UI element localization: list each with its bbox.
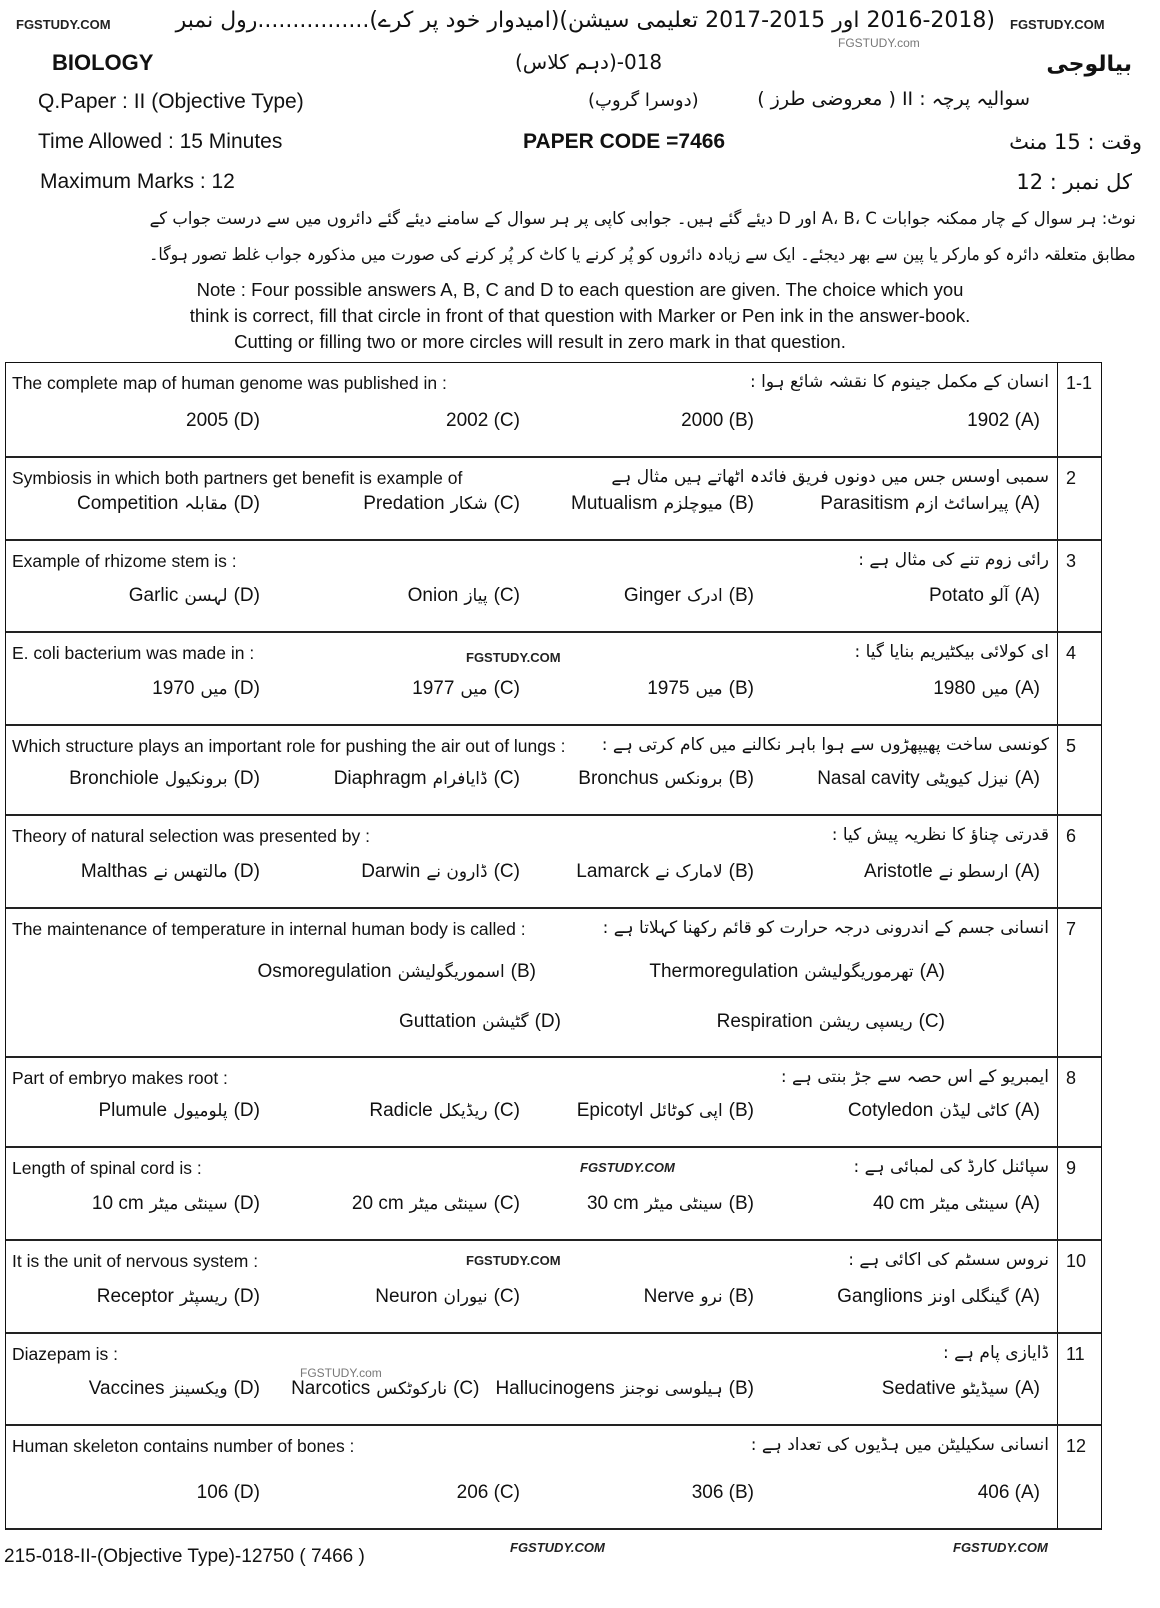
option-text-english: Ginger <box>623 585 681 606</box>
question-text-urdu: انسانی جسم کے اندرونی درجہ حرارت کو قائم رکھنا کہلاتا ہے : <box>602 918 1049 938</box>
group-label: (دوسرا گروپ) <box>588 90 699 111</box>
question-text-english: Length of spinal cord is : <box>12 1158 202 1178</box>
option-b <box>624 585 754 607</box>
english-note-line-3: Cutting or filling two or more circles will result in zero mark in that question. <box>234 331 846 352</box>
option-text-english: 206 <box>456 1482 489 1503</box>
option-letter: (B) <box>728 861 754 882</box>
question-number: 12 <box>1057 1426 1101 1528</box>
option-letter: (A) <box>1014 768 1040 789</box>
option-text-urdu: ڈارون نے <box>426 862 488 882</box>
option-text-urdu: گٹیشن <box>482 1012 529 1032</box>
option-b <box>578 768 754 790</box>
option-text-urdu: گینگلی اونز <box>928 1287 1009 1307</box>
option-text-english: Competition <box>77 493 179 514</box>
question-row <box>6 458 1101 541</box>
option-b <box>257 961 536 983</box>
option-d <box>152 678 260 700</box>
question-text-english: Which structure plays an important role for pushing the air out of lungs : <box>12 736 566 756</box>
option-text-english: 1980 <box>933 678 976 699</box>
question-number: 2 <box>1057 458 1101 539</box>
question-number: 6 <box>1057 816 1101 907</box>
option-b <box>681 410 754 432</box>
option-b <box>644 1286 754 1308</box>
option-letter: (D) <box>233 493 260 514</box>
question-text-urdu: سپائنل کارڈ کی لمبائی ہے : <box>853 1157 1049 1177</box>
question-text-urdu: رائی زوم تنے کی مثال ہے : <box>858 550 1049 570</box>
class-code: 018-(دہم کلاس) <box>515 50 663 74</box>
option-text-urdu: مالتھس نے <box>153 862 228 882</box>
option-b <box>577 1100 754 1122</box>
option-a <box>817 768 1040 790</box>
time-allowed-urdu: وقت : 15 منٹ <box>1009 130 1142 154</box>
question-row <box>6 363 1101 458</box>
option-text-english: Hallucinogens <box>495 1378 615 1399</box>
question-number: 9 <box>1057 1148 1101 1239</box>
session-roll-number-line: (2016-2018 اور 2015-2017 تعلیمی سیشن)(امیدوار خود پر کرے)................رول نمبر <box>175 8 995 33</box>
option-c <box>375 1286 520 1308</box>
option-text-english: 306 <box>691 1482 724 1503</box>
question-text-urdu: ای کولائی بیکٹیریم بنایا گیا : <box>854 642 1049 662</box>
option-text-english: 1977 <box>412 678 455 699</box>
option-letter: (C) <box>493 1100 520 1121</box>
option-c <box>352 1193 520 1215</box>
option-text-english: Epicotyl <box>576 1100 644 1121</box>
option-text-english: Predation <box>363 493 445 514</box>
site-watermark: FGSTUDY.COM <box>580 1160 675 1175</box>
question-row <box>6 1334 1101 1426</box>
option-letter: (B) <box>728 1100 754 1121</box>
option-text-urdu: ریڈیکل <box>438 1101 488 1121</box>
option-d <box>92 1193 260 1215</box>
option-text-urdu: نیوران <box>443 1287 488 1307</box>
option-c <box>412 678 520 700</box>
option-text-english: 1970 <box>152 678 195 699</box>
footer-paper-code: 215-018-II-(Objective Type)-12750 ( 7466 ) <box>4 1546 365 1567</box>
footer-watermark-mid: FGSTUDY.COM <box>510 1540 605 1555</box>
option-letter: (D) <box>233 1286 260 1307</box>
subject-urdu: بیالوجی <box>1046 52 1132 77</box>
option-c <box>446 410 520 432</box>
site-watermark-mid: FGSTUDY.com <box>838 36 920 50</box>
option-letter: (A) <box>1014 1378 1040 1399</box>
option-text-english: Ganglions <box>837 1286 923 1307</box>
question-row <box>6 1426 1101 1530</box>
option-b <box>692 1482 754 1504</box>
option-letter: (A) <box>1014 1100 1040 1121</box>
option-text-english: Diaphragm <box>333 768 427 789</box>
question-text-english: It is the unit of nervous system : <box>12 1251 259 1271</box>
option-text-urdu: برونکس <box>664 769 723 789</box>
option-a <box>978 1482 1040 1504</box>
option-text-urdu: سیڈیٹو <box>961 1379 1009 1399</box>
option-letter: (C) <box>493 585 520 606</box>
question-row <box>6 541 1101 633</box>
question-text-urdu: سمبی اوسس جس میں دونوں فریق فائدہ اٹھاتے ہیں مثال ہے <box>611 467 1049 487</box>
option-c <box>457 1482 520 1504</box>
english-note-line-2: think is correct, fill that circle in front of that question with Marker or Pen ink in the answer-book. <box>189 305 971 326</box>
option-letter: (A) <box>1014 678 1040 699</box>
question-text-urdu: انسان کے مکمل جینوم کا نقشہ شائع ہوا : <box>750 372 1049 392</box>
option-text-english: Vaccines <box>88 1378 165 1399</box>
option-text-urdu: سینٹی میٹر <box>930 1194 1009 1214</box>
question-text-english: The complete map of human genome was published in : <box>12 373 447 393</box>
question-paper-type-urdu: سوالیہ پرچہ : II ( معروضی طرز ) <box>757 88 1030 110</box>
question-number: 4 <box>1057 633 1101 724</box>
option-letter: (B) <box>728 678 754 699</box>
option-letter: (C) <box>918 1011 945 1032</box>
option-letter: (C) <box>493 410 520 431</box>
question-text-english: Symbiosis in which both partners get benefit is example of <box>12 468 463 488</box>
option-d <box>69 768 260 790</box>
option-d <box>97 1286 260 1308</box>
question-number: 3 <box>1057 541 1101 631</box>
question-text-english: Example of rhizome stem is : <box>12 551 237 571</box>
question-text-english: Diazepam is : <box>12 1344 119 1364</box>
option-text-urdu: کاٹی لیڈن <box>939 1101 1009 1121</box>
option-text-urdu: پیراسائٹ ازم <box>914 494 1009 514</box>
option-letter: (C) <box>493 1482 520 1503</box>
option-letter: (D) <box>233 1100 260 1121</box>
option-d <box>186 410 260 432</box>
option-letter: (C) <box>493 493 520 514</box>
option-text-english: Guttation <box>399 1011 477 1032</box>
option-a <box>873 1193 1040 1215</box>
option-text-urdu: ریسپٹر <box>179 1287 228 1307</box>
question-text-urdu: قدرتی چناؤ کا نظریہ پیش کیا : <box>831 825 1049 845</box>
option-text-urdu: ادرک <box>686 586 723 606</box>
option-text-english: Lamarck <box>576 861 650 882</box>
option-c <box>363 493 520 515</box>
option-text-english: Sedative <box>881 1378 956 1399</box>
option-text-urdu: ہیلوسی نوجنز <box>620 1379 723 1399</box>
option-a <box>929 585 1040 607</box>
option-text-english: Narcotics <box>291 1378 371 1399</box>
option-letter: (C) <box>453 1378 480 1399</box>
option-letter: (C) <box>493 768 520 789</box>
subject-english: BIOLOGY <box>52 50 154 75</box>
option-letter: (A) <box>1014 1482 1040 1503</box>
option-text-english: 1975 <box>647 678 690 699</box>
option-text-english: 40 cm <box>872 1193 925 1214</box>
question-paper-type: Q.Paper : II (Objective Type) <box>38 90 304 113</box>
option-letter: (D) <box>233 1193 260 1214</box>
option-text-urdu: سینٹی میٹر <box>149 1194 228 1214</box>
question-number: 5 <box>1057 726 1101 814</box>
option-text-english: Respiration <box>716 1011 813 1032</box>
question-text-urdu: ڈایازی پام ہے : <box>942 1343 1049 1363</box>
option-letter: (A) <box>1014 493 1040 514</box>
option-letter: (A) <box>1014 410 1040 431</box>
option-letter: (C) <box>493 678 520 699</box>
option-letter: (D) <box>534 1011 561 1032</box>
option-a <box>882 1378 1040 1400</box>
maximum-marks: Maximum Marks : 12 <box>40 170 235 193</box>
option-text-english: 2005 <box>186 410 229 431</box>
option-d <box>77 493 260 515</box>
option-letter: (A) <box>919 961 945 982</box>
option-text-urdu: لامارک نے <box>655 862 723 882</box>
option-text-english: Mutualism <box>571 493 658 514</box>
option-text-urdu: پیاز <box>464 586 488 606</box>
option-text-english: 406 <box>977 1482 1010 1503</box>
option-letter: (B) <box>510 961 536 982</box>
site-watermark-left: FGSTUDY.COM <box>16 17 111 32</box>
option-letter: (B) <box>728 493 754 514</box>
option-d <box>197 1482 260 1504</box>
option-d <box>81 861 260 883</box>
option-letter: (D) <box>233 585 260 606</box>
question-number: 11 <box>1057 1334 1101 1424</box>
option-a <box>837 1286 1040 1308</box>
option-text-english: Osmoregulation <box>257 961 392 982</box>
option-text-english: Darwin <box>361 861 421 882</box>
option-c <box>717 1011 945 1033</box>
question-text-english: The maintenance of temperature in internal human body is called : <box>12 919 526 939</box>
question-text-urdu: کونسی ساخت پھیپھڑوں سے ہوا باہر نکالنے میں کام کرتی ہے : <box>601 735 1049 755</box>
option-b <box>571 493 754 515</box>
option-d <box>98 1100 260 1122</box>
option-text-english: 20 cm <box>351 1193 404 1214</box>
question-number: 7 <box>1057 909 1101 1056</box>
question-row <box>6 816 1101 909</box>
option-a <box>864 861 1040 883</box>
option-c <box>408 585 520 607</box>
footer-watermark-right: FGSTUDY.COM <box>953 1540 1048 1555</box>
option-text-english: 1902 <box>967 410 1010 431</box>
option-a <box>848 1100 1040 1122</box>
site-watermark: FGSTUDY.com <box>300 1366 382 1380</box>
question-text-english: Human skeleton contains number of bones : <box>12 1436 355 1456</box>
option-b <box>647 678 754 700</box>
option-letter: (B) <box>728 1286 754 1307</box>
question-number: 1-1 <box>1057 363 1101 456</box>
question-row <box>6 726 1101 816</box>
option-letter: (C) <box>493 1286 520 1307</box>
option-letter: (D) <box>233 678 260 699</box>
option-text-urdu: تھرموریگولیشن <box>804 962 914 982</box>
option-text-english: 10 cm <box>91 1193 144 1214</box>
questions-table <box>5 362 1102 1530</box>
option-text-urdu: آلو <box>989 586 1009 606</box>
option-text-urdu: ریسپی ریشن <box>818 1012 913 1032</box>
option-a <box>933 678 1040 700</box>
option-text-english: Malthas <box>80 861 148 882</box>
option-text-english: 2002 <box>446 410 489 431</box>
option-text-english: Cotyledon <box>847 1100 934 1121</box>
option-a <box>820 493 1040 515</box>
site-watermark-right: FGSTUDY.COM <box>1010 17 1105 32</box>
option-letter: (B) <box>728 768 754 789</box>
option-letter: (D) <box>233 1378 260 1399</box>
option-text-urdu: میں <box>460 679 488 699</box>
option-text-urdu: لہسن <box>184 586 228 606</box>
option-text-urdu: نیزل کیویٹی <box>925 769 1009 789</box>
option-letter: (C) <box>493 1193 520 1214</box>
option-text-english: Bronchiole <box>69 768 159 789</box>
option-text-english: Aristotle <box>864 861 933 882</box>
option-text-english: 2000 <box>681 410 724 431</box>
question-row <box>6 1148 1101 1241</box>
option-c <box>361 861 520 883</box>
option-text-english: Radicle <box>369 1100 433 1121</box>
question-row <box>6 633 1101 726</box>
option-c <box>369 1100 520 1122</box>
option-text-urdu: اسموریگولیشن <box>397 962 505 982</box>
question-text-urdu: انسانی سکیلیٹن میں ہڈیوں کی تعداد ہے : <box>750 1435 1049 1455</box>
option-letter: (B) <box>728 1378 754 1399</box>
option-text-english: Receptor <box>96 1286 174 1307</box>
option-text-english: Garlic <box>128 585 179 606</box>
option-c <box>291 1378 479 1400</box>
question-row <box>6 909 1101 1058</box>
question-text-english: E. coli bacterium was made in : <box>12 643 255 663</box>
option-letter: (D) <box>233 1482 260 1503</box>
option-text-urdu: نرو <box>700 1287 723 1307</box>
option-letter: (B) <box>728 1193 754 1214</box>
option-letter: (A) <box>1014 861 1040 882</box>
option-text-english: Bronchus <box>578 768 659 789</box>
option-text-urdu: مقابلہ <box>184 494 228 514</box>
option-a <box>649 961 945 983</box>
urdu-note-line-2: مطابق متعلقہ دائرہ کو مارکر یا پین سے بھر دیجئے۔ ایک سے زیادہ دائروں کو پُر کرنے یا کاٹ کر پُر کرنے کی صورت میں مذکورہ جواب غلط تصور ہوگا۔ <box>149 245 1136 265</box>
option-b <box>495 1378 754 1400</box>
urdu-note-line-1: نوٹ: ہر سوال کے چار ممکنہ جوابات A، B، C اور D دیئے گئے ہیں۔ جوابی کاپی پر ہر سوال کے سامنے دیئے گئے دائروں میں سے درست جواب کے <box>149 209 1136 229</box>
option-text-english: 106 <box>196 1482 229 1503</box>
maximum-marks-urdu: کل نمبر : 12 <box>1016 170 1132 194</box>
option-letter: (C) <box>493 861 520 882</box>
question-text-urdu: نروس سسٹم کی اکائی ہے : <box>848 1250 1049 1270</box>
option-text-english: Parasitism <box>820 493 909 514</box>
option-text-urdu: میں <box>981 679 1009 699</box>
option-c <box>334 768 520 790</box>
option-text-english: Thermoregulation <box>649 961 799 982</box>
option-text-urdu: میں <box>200 679 228 699</box>
question-text-english: Part of embryo makes root : <box>12 1068 228 1088</box>
option-letter: (D) <box>233 768 260 789</box>
option-d <box>89 1378 260 1400</box>
option-text-english: Nasal cavity <box>817 768 920 789</box>
option-d <box>399 1011 561 1033</box>
option-text-urdu: نارکوٹکس <box>376 1379 448 1399</box>
question-text-english: Theory of natural selection was presented by : <box>12 826 370 846</box>
question-text-urdu: ایمبریو کے اس حصہ سے جڑ بنتی ہے : <box>780 1067 1049 1087</box>
option-letter: (A) <box>1014 585 1040 606</box>
paper-code: PAPER CODE =7466 <box>523 130 726 153</box>
option-letter: (D) <box>233 410 260 431</box>
question-row <box>6 1058 1101 1148</box>
site-watermark: FGSTUDY.COM <box>466 1253 561 1268</box>
option-text-english: Neuron <box>375 1286 438 1307</box>
option-b <box>576 861 754 883</box>
option-text-urdu: شکار <box>450 494 488 514</box>
option-text-english: Nerve <box>643 1286 695 1307</box>
option-text-urdu: میوچلزم <box>663 494 723 514</box>
option-text-english: Plumule <box>98 1100 168 1121</box>
option-letter: (B) <box>728 585 754 606</box>
option-text-urdu: پلومیول <box>173 1101 228 1121</box>
time-allowed: Time Allowed : 15 Minutes <box>38 130 283 153</box>
option-text-urdu: ویکسینز <box>170 1379 228 1399</box>
option-b <box>587 1193 754 1215</box>
option-letter: (B) <box>728 410 754 431</box>
option-letter: (A) <box>1014 1193 1040 1214</box>
option-text-english: Onion <box>407 585 459 606</box>
option-text-urdu: اپی کوٹائل <box>649 1101 723 1121</box>
option-letter: (B) <box>728 1482 754 1503</box>
question-number: 10 <box>1057 1241 1101 1332</box>
option-text-urdu: سینٹی میٹر <box>409 1194 488 1214</box>
option-letter: (A) <box>1014 1286 1040 1307</box>
option-letter: (D) <box>233 861 260 882</box>
option-text-english: 30 cm <box>586 1193 639 1214</box>
option-text-urdu: برونکیول <box>164 769 228 789</box>
option-a <box>967 410 1040 432</box>
option-text-urdu: میں <box>695 679 723 699</box>
site-watermark: FGSTUDY.COM <box>466 650 561 665</box>
option-text-urdu: ارسطو نے <box>938 862 1009 882</box>
option-text-urdu: سینٹی میٹر <box>644 1194 723 1214</box>
option-text-urdu: ڈایافرام <box>432 769 488 789</box>
english-note-line-1: Note : Four possible answers A, B, C and D to each question are given. The choice which you <box>196 279 964 300</box>
question-number: 8 <box>1057 1058 1101 1146</box>
option-d <box>129 585 260 607</box>
option-text-english: Potato <box>929 585 984 606</box>
